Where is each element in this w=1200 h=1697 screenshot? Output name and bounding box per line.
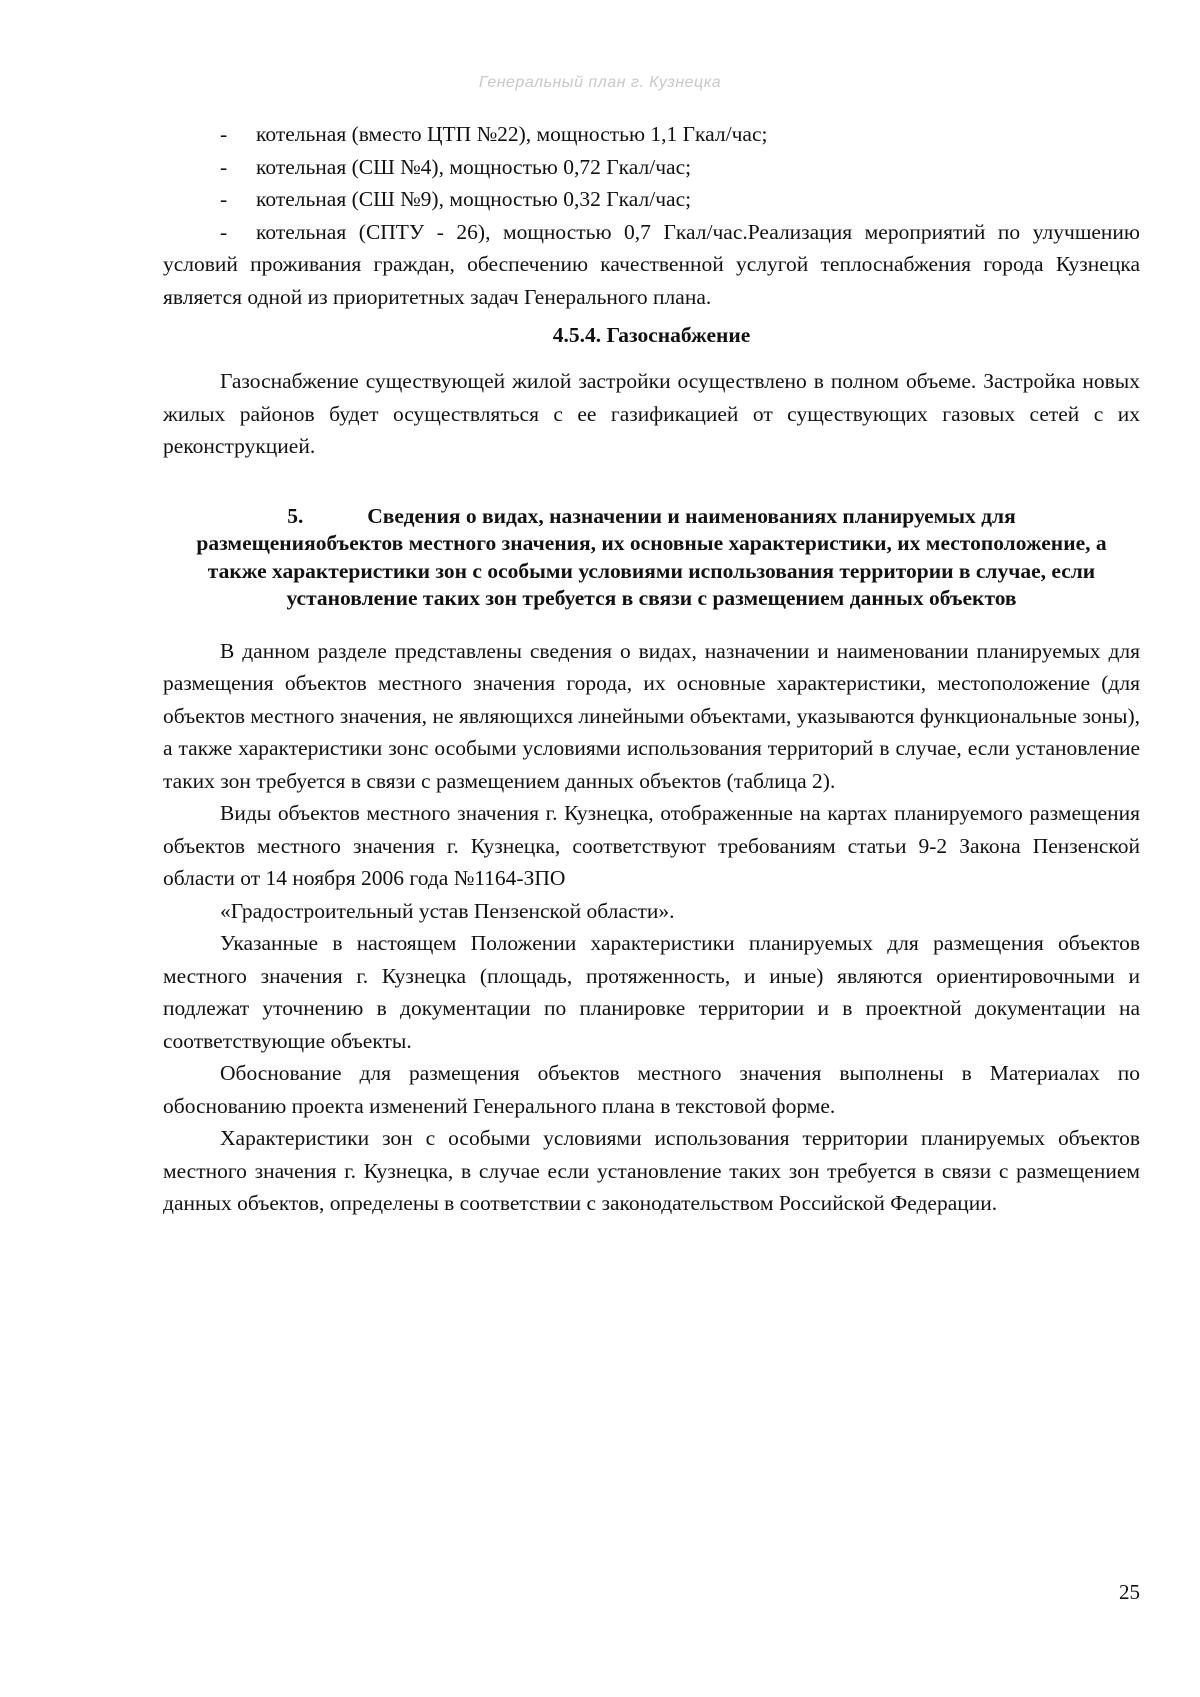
section-paragraph: Характеристики зон с особыми условиями использования территории планируемых объектов местного значения г. Кузнецка, в случае если установление таких зон требуется в связи с размещением данных объектов, определены в соответствии с законодательством Российской Федерации. (163, 1126, 1140, 1215)
list-item (163, 118, 1140, 151)
section-heading-first-line (163, 503, 1140, 531)
section-paragraph: В данном разделе представлены сведения о видах, назначении и наименовании планируемых для размещения объектов местного значения города, их основные характеристики, местоположение (для объектов местного значения, не являющихся линейными объектами, указываются функциональные зоны), а также характеристики зонс особыми условиями использования территорий в случае, если установление таких зон требуется в связи с размещением данных объектов (таблица 2). (163, 638, 1140, 793)
list-dash: - (220, 154, 228, 179)
list-item-text: котельная (СПТУ - 26), мощностью 0,7 Гкал/час.Реализация мероприятий по улучшению условий проживания граждан, обеспечению качественной услугой теплоснабжения города Кузнецка является одной из приоритетных задач Генерального плана. (163, 219, 1140, 309)
list-item (163, 216, 1140, 314)
list-dash: - (220, 122, 228, 146)
list-item-text: котельная (СШ №4), мощностью 0,72 Гкал/час; (256, 154, 692, 179)
list-item-text: котельная (СШ №9), мощностью 0,32 Гкал/час; (256, 187, 692, 211)
section-title-line1: Сведения о видах, назначении и наименованиях планируемых для (367, 503, 1016, 528)
gas-paragraph: Газоснабжение существующей жилой застройки осуществлено в полном объеме. Застройка новых жилых районов будет осуществляться с ее газификацией от существующих газовых сетей с их реконструкцией. (163, 369, 1140, 458)
list-item (163, 151, 1140, 184)
list-item (163, 183, 1140, 216)
section-paragraph: Обоснование для размещения объектов местного значения выполнены в Материалах по обоснованию проекта изменений Генерального плана в текстовой форме. (163, 1061, 1140, 1118)
page-content (163, 118, 1140, 1220)
running-header: Генеральный план г. Кузнецка (478, 74, 722, 91)
section-number: 5. (287, 503, 304, 528)
list-dash: - (220, 187, 228, 211)
subsection-heading-gas: 4.5.4. Газоснабжение (552, 323, 751, 347)
section-heading (163, 503, 1140, 613)
section-paragraph: Виды объектов местного значения г. Кузнецка, отображенные на картах планируемого размещения объектов местного значения г. Кузнецка, соответствуют требованиям статьи 9-2 Закона Пензенской области от 14 ноября 2006 года №1164-ЗПО (163, 801, 1140, 890)
page-number: 25 (1119, 1580, 1140, 1604)
section-title-rest: размещенияобъектов местного значения, их основные характеристики, их местоположение, а также характеристики зон с особыми условиями использования территории в случае, если установление таких зон требуется в связи с размещением данных объектов (196, 531, 1107, 610)
section-paragraph: Указанные в настоящем Положении характеристики планируемых для размещения объектов местного значения г. Кузнецка (площадь, протяженность, и иные) являются ориентировочными и подлежат уточнению в документации по планировке территории и в проектной документации на соответствующие объекты. (163, 931, 1140, 1053)
list-dash: - (220, 219, 228, 244)
list-item-text: котельная (вместо ЦТП №22), мощностью 1,1 Гкал/час; (256, 122, 768, 146)
section-paragraph: «Градостроительный устав Пензенской области». (220, 898, 675, 923)
